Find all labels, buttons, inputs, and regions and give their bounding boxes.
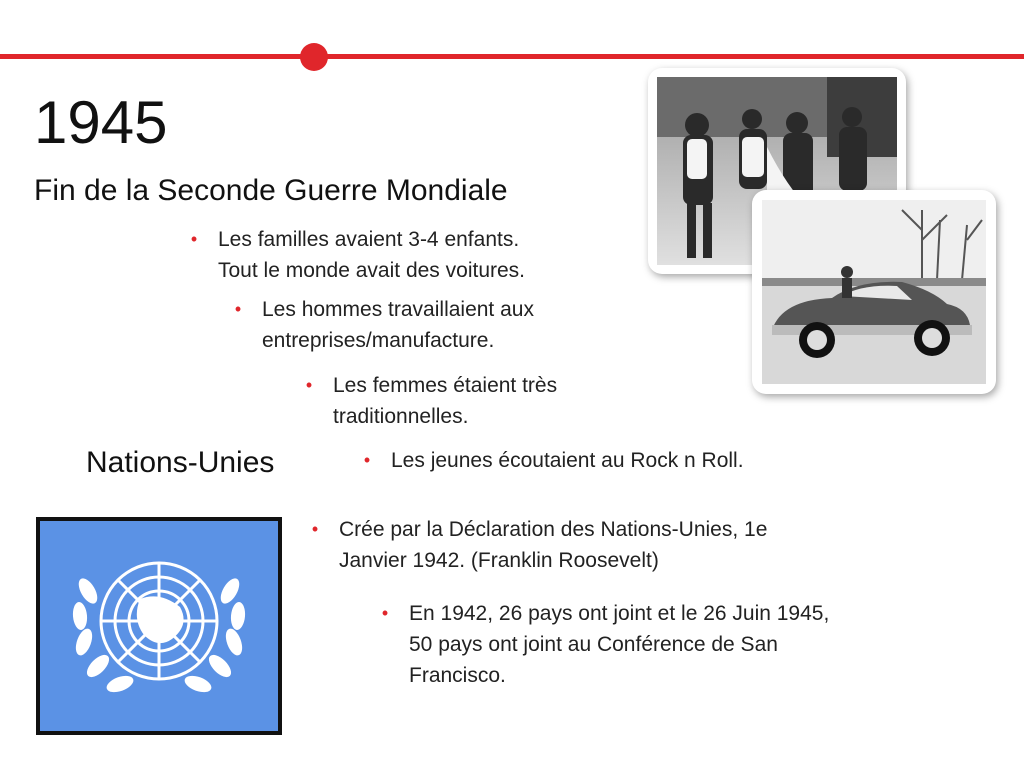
timeline-line: [0, 54, 1024, 59]
un-flag: [36, 517, 282, 735]
bullet-text: Les hommes travaillaient aux entreprises/manufacture.: [262, 298, 534, 352]
bullet-text: Les familles avaient 3-4 enfants. Tout le monde avait des voitures.: [218, 228, 526, 282]
slide-subtitle: Fin de la Seconde Guerre Mondiale: [34, 174, 508, 207]
classic-car-photo: [752, 190, 996, 394]
un-heading: Nations-Unies: [86, 446, 275, 479]
bullet-dot: •: [311, 519, 319, 539]
bullet-text: Les jeunes écoutaient au Rock n Roll.: [391, 449, 744, 472]
bullet-men: [228, 294, 662, 356]
bullet-dot: •: [190, 229, 198, 249]
bullet-text: En 1942, 26 pays ont joint et le 26 Juin 1945, 50 pays ont joint au Conférence de San Francisco.: [409, 602, 830, 687]
bullet-text: Les femmes étaient très traditionnelles.: [333, 374, 558, 428]
bullet-families: [184, 224, 658, 286]
un-emblem-icon: [40, 521, 278, 731]
bullet-dot: •: [381, 603, 389, 623]
bullet-text: Crée par la Déclaration des Nations-Unies, 1e Janvier 1942. (Franklin Roosevelt): [339, 518, 768, 572]
bullet-un-members: [375, 598, 999, 691]
timeline-marker: [300, 43, 328, 71]
bullet-dot: •: [363, 450, 371, 470]
classic-car-image: [762, 200, 986, 384]
slide-year: 1945: [34, 89, 168, 156]
bullet-dot: •: [305, 375, 313, 395]
bullet-women: [299, 370, 673, 432]
bullet-un-declaration: [305, 514, 939, 576]
bullet-youth: [357, 445, 891, 476]
bullet-dot: •: [234, 299, 242, 319]
